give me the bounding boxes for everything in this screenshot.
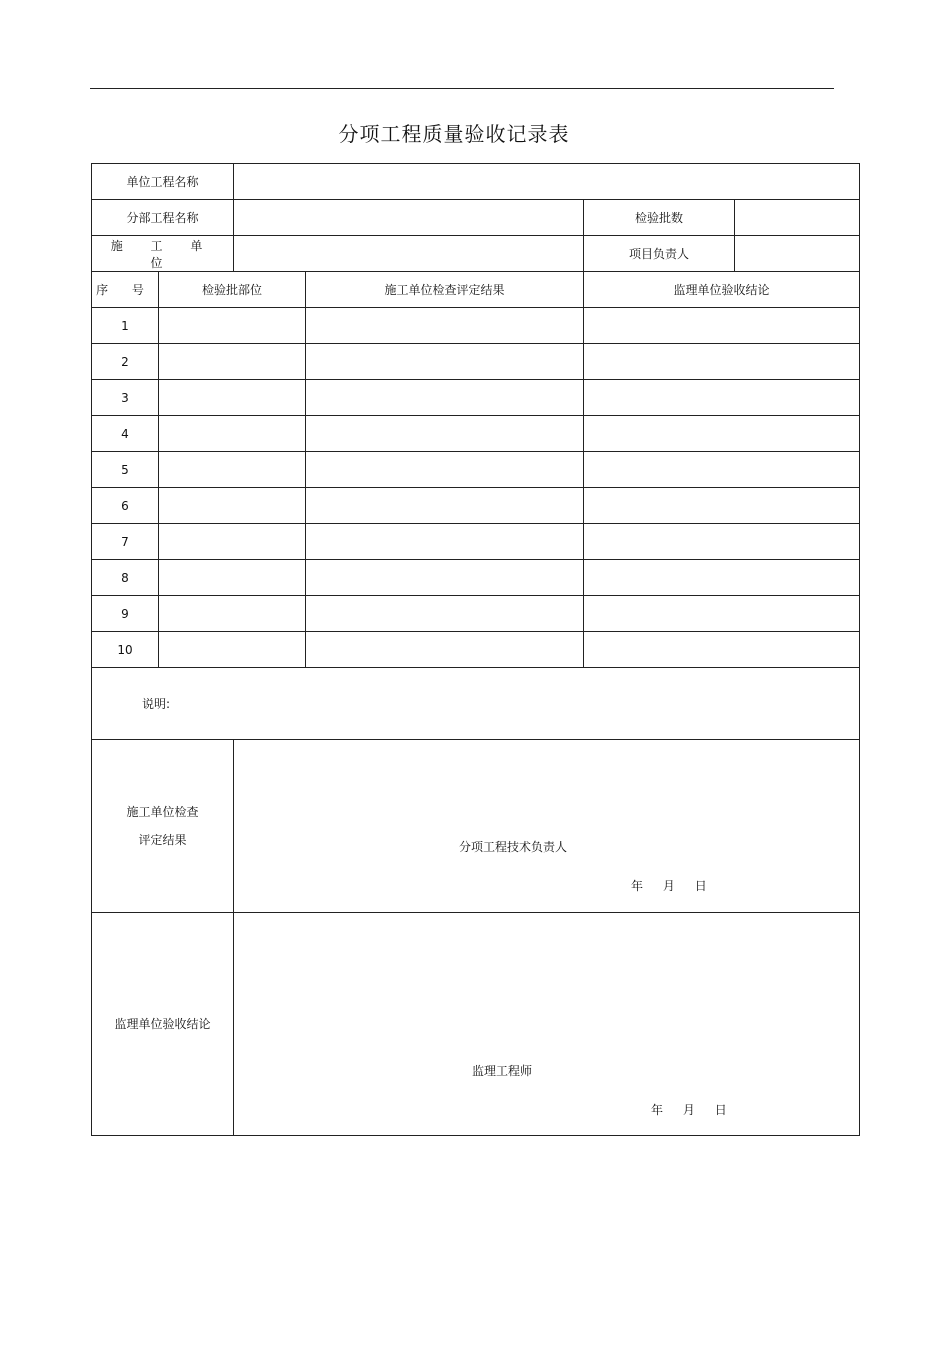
contractor-result-header: 施工单位检查评定结果 [306, 272, 584, 308]
column-header-row [92, 272, 860, 308]
date-month: 月 [682, 1103, 695, 1117]
table-row [92, 488, 860, 524]
contractor-value[interactable] [234, 236, 584, 272]
table-row [92, 416, 860, 452]
notes-cell[interactable] [92, 668, 860, 740]
sub-project-label: 分部工程名称 [92, 200, 234, 236]
contractor-evaluation-cell[interactable] [234, 740, 860, 913]
row-number: 6 [92, 488, 159, 524]
supervisor-conclusion-cell[interactable] [584, 488, 860, 524]
table-row [92, 380, 860, 416]
row-number: 8 [92, 560, 159, 596]
date-day: 日 [694, 879, 707, 893]
unit-project-value[interactable] [234, 164, 860, 200]
contractor-result-cell[interactable] [306, 344, 584, 380]
batch-location-cell[interactable] [159, 488, 306, 524]
contractor-signer-label: 分项工程技术负责人 [459, 840, 568, 854]
batch-location-cell[interactable] [159, 632, 306, 668]
batch-location-cell[interactable] [159, 524, 306, 560]
table-row [92, 452, 860, 488]
unit-project-row [92, 164, 860, 200]
table-row [92, 560, 860, 596]
sub-project-value[interactable] [234, 200, 584, 236]
project-manager-label: 项目负责人 [584, 236, 735, 272]
contractor-sign-date [631, 877, 723, 894]
table-row [92, 308, 860, 344]
contractor-result-cell[interactable] [306, 308, 584, 344]
project-manager-value[interactable] [735, 236, 860, 272]
supervisor-sign-date [651, 1101, 743, 1118]
contractor-evaluation-label [92, 740, 234, 913]
row-number: 3 [92, 380, 159, 416]
supervisor-conclusion-cell[interactable] [584, 596, 860, 632]
sub-project-row [92, 200, 860, 236]
supervisor-conclusion-cell[interactable] [584, 308, 860, 344]
notes-label: 说明: [142, 697, 171, 711]
contractor-evaluation-row [92, 740, 860, 913]
supervisor-conclusion-cell[interactable] [584, 380, 860, 416]
batch-location-cell[interactable] [159, 344, 306, 380]
supervisor-conclusion-cell[interactable] [584, 632, 860, 668]
row-number: 1 [92, 308, 159, 344]
batch-count-label: 检验批数 [584, 200, 735, 236]
contractor-result-cell[interactable] [306, 380, 584, 416]
table-row [92, 596, 860, 632]
page-title: 分项工程质量验收记录表 [338, 122, 570, 146]
row-number: 2 [92, 344, 159, 380]
date-day: 日 [714, 1103, 727, 1117]
contractor-result-cell[interactable] [306, 560, 584, 596]
supervisor-conclusion-header: 监理单位验收结论 [584, 272, 860, 308]
supervisor-conclusion-cell[interactable] [584, 452, 860, 488]
seq-header: 序 号 [92, 272, 159, 308]
contractor-result-cell[interactable] [306, 416, 584, 452]
row-number: 7 [92, 524, 159, 560]
contractor-result-cell[interactable] [306, 632, 584, 668]
contractor-result-cell[interactable] [306, 452, 584, 488]
contractor-label: 施 工 单 位 [92, 236, 234, 272]
batch-count-value[interactable] [735, 200, 860, 236]
contractor-evaluation-label-line1: 施工单位检查 [126, 805, 199, 819]
batch-location-cell[interactable] [159, 308, 306, 344]
batch-location-cell[interactable] [159, 560, 306, 596]
supervisor-conclusion-cell[interactable] [234, 913, 860, 1136]
inspection-record-table [91, 163, 860, 1136]
row-number: 10 [92, 632, 159, 668]
contractor-row [92, 236, 860, 272]
row-number: 4 [92, 416, 159, 452]
batch-location-cell[interactable] [159, 380, 306, 416]
table-row [92, 344, 860, 380]
table-row [92, 524, 860, 560]
batch-location-cell[interactable] [159, 452, 306, 488]
notes-row [92, 668, 860, 740]
supervisor-conclusion-cell[interactable] [584, 560, 860, 596]
table-row [92, 632, 860, 668]
contractor-result-cell[interactable] [306, 488, 584, 524]
contractor-evaluation-label-line2: 评定结果 [138, 833, 187, 847]
batch-location-header: 检验批部位 [159, 272, 306, 308]
row-number: 5 [92, 452, 159, 488]
supervisor-signer-label: 监理工程师 [472, 1064, 533, 1078]
contractor-result-cell[interactable] [306, 596, 584, 632]
supervisor-conclusion-cell[interactable] [584, 524, 860, 560]
date-year: 年 [631, 879, 644, 893]
batch-location-cell[interactable] [159, 416, 306, 452]
supervisor-conclusion-label: 监理单位验收结论 [92, 913, 234, 1136]
date-month: 月 [662, 879, 675, 893]
batch-location-cell[interactable] [159, 596, 306, 632]
supervisor-conclusion-row [92, 913, 860, 1136]
top-divider [90, 88, 834, 89]
unit-project-label: 单位工程名称 [92, 164, 234, 200]
supervisor-conclusion-cell[interactable] [584, 416, 860, 452]
contractor-result-cell[interactable] [306, 524, 584, 560]
row-number: 9 [92, 596, 159, 632]
supervisor-conclusion-cell[interactable] [584, 344, 860, 380]
date-year: 年 [651, 1103, 664, 1117]
